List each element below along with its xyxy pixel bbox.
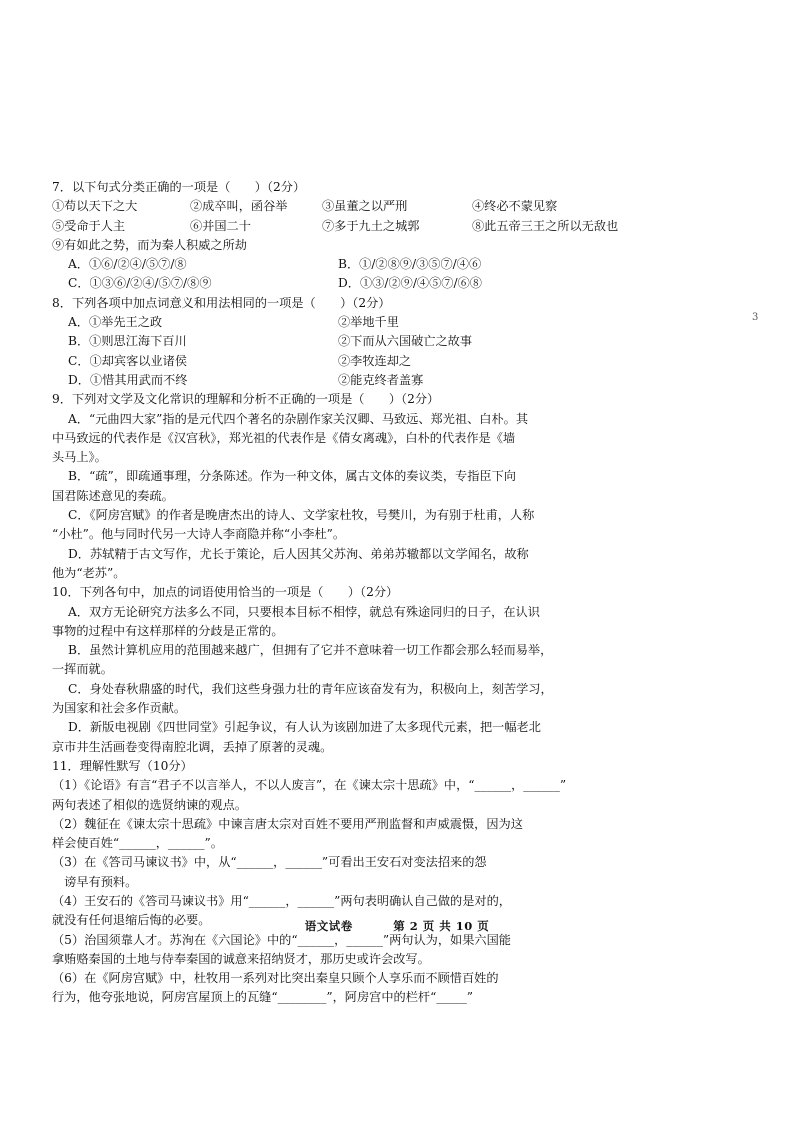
q11-s2-line2: 样会使百姓“______，______”。	[52, 836, 223, 851]
margin-mark: 3	[752, 312, 759, 323]
q8-option-d	[52, 371, 692, 390]
q7-item-4: ④终必不蒙见察	[472, 199, 558, 214]
q11-s4-line2: 就没有任何退缩后悔的必要。	[52, 913, 211, 928]
q7-item-7: ⑦多于九土之城郭	[322, 218, 420, 233]
q7-item-6: ⑥并国二十	[190, 218, 251, 233]
q7-items-row2	[52, 217, 692, 236]
q8-option-d-2: ②能克终者盖寡	[338, 372, 424, 387]
q7-items-row1	[52, 197, 692, 216]
q11-s1-line2: 两句表述了相似的选贤纳谏的观点。	[52, 797, 247, 812]
q9-a-line1: A．“元曲四大家”指的是元代四个著名的杂剧作家关汉卿、马致远、郑光祖、白朴。其	[68, 411, 529, 426]
q8-option-a-1: A．①举先王之政	[68, 315, 163, 330]
question-8	[52, 294, 692, 390]
q7-item-2: ②成卒叫，函谷举	[190, 199, 288, 214]
q9-b-line1: B．“疏”，即疏通事理，分条陈述。作为一种文体，属古文体的奏议类，专指臣下向	[68, 469, 516, 484]
q9-d-line2: 他为“老苏”。	[52, 565, 126, 580]
question-7	[52, 178, 692, 294]
q11-s4-line1: （4）王安石的《答司马谏议书》用“______，______”两句表明确认自己做的是对的，	[52, 893, 511, 908]
question-10	[52, 583, 692, 757]
q8-option-b	[52, 332, 692, 351]
q10-d-line1: D．新版电视剧《四世同堂》引起争议，有人认为该剧加进了太多现代元素，把一幅老北	[68, 720, 541, 735]
q10-b-line2: 一挥而就。	[52, 662, 113, 677]
q8-option-c-2: ②李牧连却之	[338, 353, 412, 368]
q11-s5-line1: （5）治国须靠人才。苏洵在《六国论》中的“______，______”两句认为，如果六国能	[52, 932, 511, 947]
exam-page	[52, 178, 692, 1008]
q8-stem: 8．下列各项中加点词意义和用法相同的一项是（ ）（2分）	[52, 295, 391, 310]
q9-c-line2: “小杜”。他与同时代另一大诗人李商隐并称“小李杜”。	[52, 527, 346, 542]
q11-s5-line2: 拿贿赂秦国的土地与侍奉秦国的诚意来招纳贤才，那历史或许会改写。	[52, 951, 430, 966]
q7-option-a: A．①⑥/②④/⑤⑦/⑧	[68, 257, 187, 272]
page-footer	[0, 918, 794, 934]
q9-a-line2: 中马致远的代表作是《汉宫秋》，郑光祖的代表作是《倩女离魂》，白朴的代表作是《墙	[52, 430, 516, 445]
question-11	[52, 757, 692, 1008]
q8-option-c	[52, 352, 692, 371]
q7-item-3: ③虽董之以严刑	[322, 199, 408, 214]
q10-a-line1: A．双方无论研究方法多么不同，只要根本目标不相悖，就总有殊途同归的日子，在认识	[68, 604, 540, 619]
q7-option-b: B．①/②⑧⑨/③⑤⑦/④⑥	[338, 257, 482, 272]
q8-option-c-1: C．①却宾客以业诸侯	[68, 353, 188, 368]
q10-stem: 10．下列各句中，加点的词语使用恰当的一项是（ ）（2分）	[52, 585, 399, 600]
q10-c-line1: C．身处春秋鼎盛的时代，我们这些身强力壮的青年应该奋发有为，积极向上，刻苦学习，	[68, 681, 553, 696]
q7-item-1: ①苟以天下之大	[52, 199, 138, 214]
q7-options-row2	[52, 274, 692, 293]
question-9	[52, 390, 692, 583]
q11-s1-line1: （1）《论语》有言“君子不以言举人，不以人废言”，在《谏太宗十思疏》中，“______，______”	[52, 778, 567, 793]
q8-option-b-1: B．①则思江海下百川	[68, 334, 187, 349]
q11-s2-line1: （2）魏征在《谏太宗十思疏》中谏言唐太宗对百姓不要用严刑监督和声威震慑，因为这	[52, 816, 523, 831]
q11-s6-line2: 行为，他夸张地说，阿房宫屋顶上的瓦缝“________”，阿房宫中的栏杆“_____”	[52, 990, 474, 1005]
q7-item-5: ⑤受命于人主	[52, 218, 126, 233]
q9-b-line2: 国君陈述意见的奏疏。	[52, 488, 174, 503]
q10-b-line1: B．虽然计算机应用的范围越来越广，但拥有了它并不意味着一切工作都会那么轻而易举，	[68, 643, 553, 658]
q9-a-line3: 头马上》。	[52, 450, 107, 465]
q10-d-line2: 京市井生活画卷变得南腔北调，丢掉了原著的灵魂。	[52, 739, 333, 754]
q8-option-d-1: D．①惜其用武而不终	[68, 372, 188, 387]
q7-stem: 7．以下句式分类正确的一项是（ ）（2分）	[52, 180, 306, 194]
q10-a-line2: 事物的过程中有这样那样的分歧是正常的。	[52, 623, 284, 638]
q9-d-line1: D．苏轼精于古文写作，尤长于策论，后人因其父苏洵、弟弟苏辙都以文学闻名，故称	[68, 546, 529, 561]
q7-item-8: ⑧此五帝三王之所以无敌也	[472, 218, 619, 233]
q7-options-row1	[52, 255, 692, 274]
footer-page-number: 第 2 页 共 10 页	[393, 919, 490, 933]
q8-option-b-2: ②下而从六国破亡之故事	[338, 334, 473, 349]
q8-option-a-2: ②举地千里	[338, 315, 399, 330]
q11-s3-line2: 谤早有预料。	[52, 874, 138, 889]
q9-c-line1: C．《阿房宫赋》的作者是晚唐杰出的诗人、文学家杜牧，号樊川，为有别于杜甫，人称	[68, 508, 535, 523]
q7-option-c: C．①③⑥/②④/⑤⑦/⑧⑨	[68, 276, 212, 291]
q11-s3-line1: （3）在《答司马谏议书》中，从“______，______”可看出王安石对变法招来的怨	[52, 855, 487, 870]
q11-stem: 11．理解性默写（10分）	[52, 758, 193, 773]
q9-stem: 9．下列对文学及文化常识的理解和分析不正确的一项是（ ）（2分）	[52, 392, 440, 407]
q8-option-a	[52, 313, 692, 332]
footer-subject: 语文试卷	[304, 919, 353, 933]
q10-c-line2: 为国家和社会多作贡献。	[52, 701, 187, 716]
q7-option-d: D．①③/②⑨/④⑤⑦/⑥⑧	[338, 276, 482, 291]
q11-s6-line1: （6）在《阿房宫赋》中，杜牧用一系列对比突出秦皇只顾个人享乐而不顾惜百姓的	[52, 971, 499, 986]
q7-item-9: ⑨有如此之势，而为秦人积威之所劫	[52, 237, 247, 252]
